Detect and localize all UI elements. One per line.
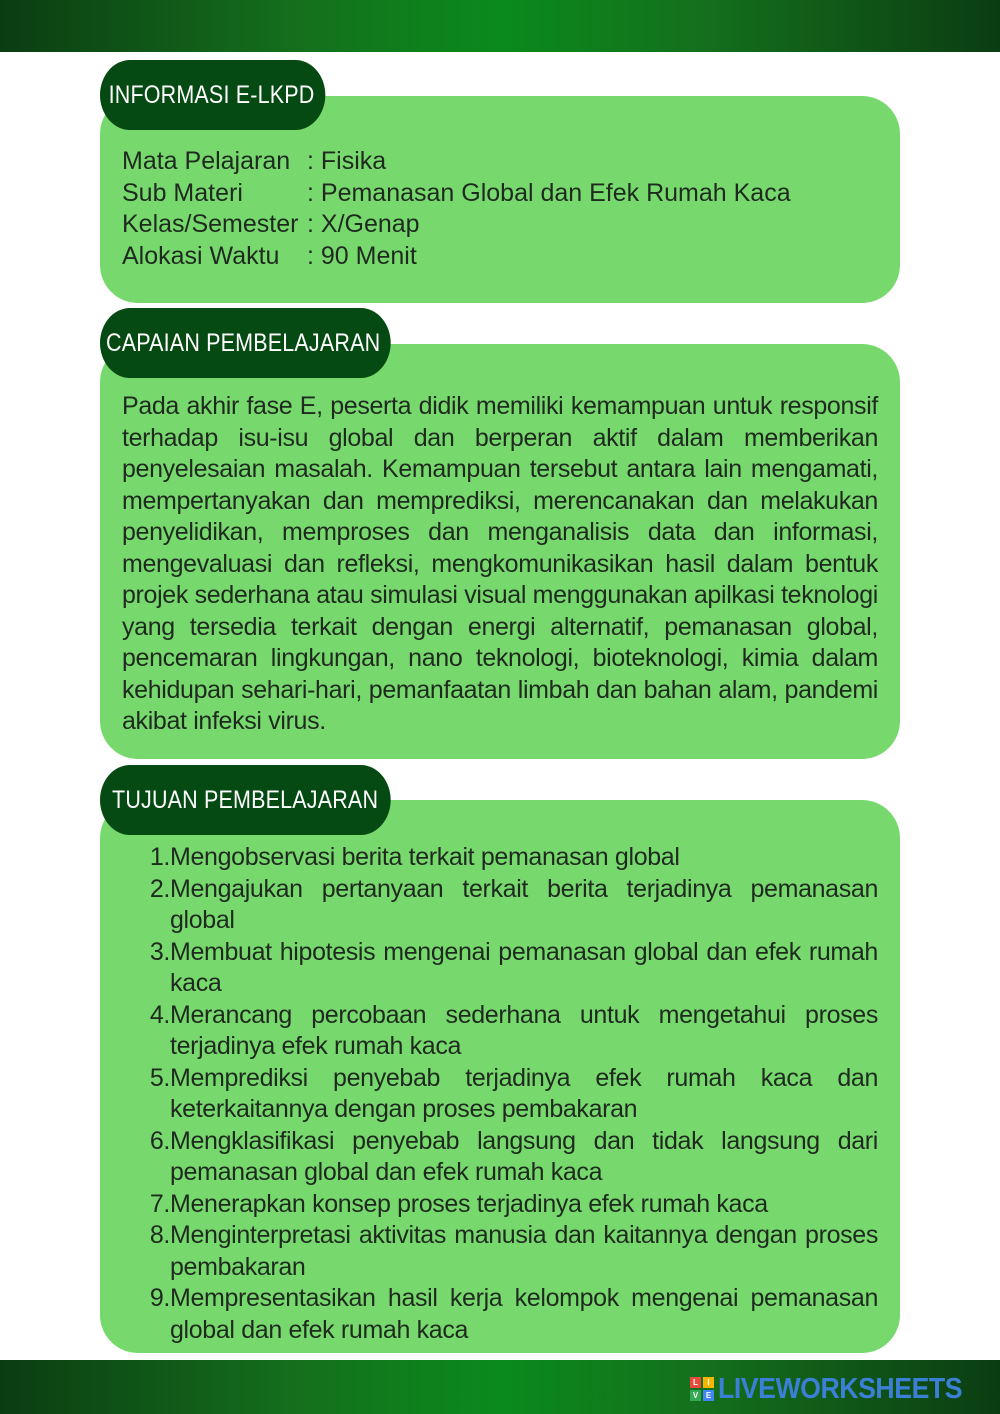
info-key: Sub Materi	[122, 178, 243, 207]
logo-letter: V	[690, 1390, 701, 1401]
info-value: : 90 Menit	[307, 241, 417, 270]
list-item-text: Mengajukan pertanyaan terkait berita terjadinya pemanasan global	[170, 874, 878, 934]
info-value: : Pemanasan Global dan Efek Rumah Kaca	[307, 178, 791, 207]
logo-letter: I	[703, 1377, 714, 1388]
logo-letter: L	[690, 1377, 701, 1388]
list-item-text: Mempresentasikan hasil kerja kelompok mengenai pemanasan global dan efek rumah kaca	[170, 1284, 878, 1344]
list-item-number: 7.	[149, 1189, 170, 1218]
info-row-submaterial	[122, 178, 791, 210]
list-item-number: 3.	[149, 937, 170, 966]
list-item-number: 5.	[149, 1063, 170, 1092]
capaian-card	[100, 344, 900, 759]
tujuan-heading: TUJUAN PEMBELAJARAN	[100, 765, 391, 835]
list-item-number: 8.	[149, 1221, 170, 1249]
list-item-number: 6.	[149, 1126, 170, 1155]
info-key: Mata Pelajaran	[122, 147, 291, 175]
list-item	[128, 842, 878, 874]
list-item	[128, 1126, 878, 1189]
capaian-paragraph: Pada akhir fase E, peserta didik memiliki kemampuan untuk responsif terhadap isu-isu global dan berperan aktif dalam memberikan penyelesaian masalah. Kemampuan tersebut antara lain mengamati, mempertanyakan dan memprediksi, merencanakan dan melakukan penyelidikan, memproses dan menganalisis data dan informasi, mengevaluasi dan refleksi, mengkomunikasikan hasil dalam bentuk projek sederhana atau simulasi visual menggunakan apilkasi teknologi yang tersedia terkait dengan energi alternatif, pemanasan global, pencemaran lingkungan, nano teknologi, bioteknologi, kimia dalam kehidupan sehari-hari, pemanfaatan limbah dan bahan alam, pandemi akibat infeksi virus.	[122, 392, 878, 735]
list-item	[128, 874, 878, 937]
list-item-text: Menginterpretasi aktivitas manusia dan kaitannya dengan proses pembakaran	[170, 1221, 878, 1281]
list-item	[128, 1189, 878, 1221]
info-value: : X/Genap	[307, 210, 420, 238]
tujuan-card	[100, 800, 900, 1353]
list-item-number: 2.	[149, 874, 170, 903]
list-item-number: 1.	[149, 843, 170, 871]
list-item-number: 4.	[149, 1000, 170, 1029]
info-table	[122, 146, 791, 272]
capaian-heading: CAPAIAN PEMBELAJARAN	[100, 308, 391, 378]
list-item	[128, 1063, 878, 1126]
list-item-text: Memprediksi penyebab terjadinya efek rumah kaca dan keterkaitannya dengan proses pembakaran	[170, 1063, 878, 1123]
list-item-text: Menerapkan konsep proses terjadinya efek rumah kaca	[170, 1189, 768, 1218]
logo-text: LIVEWORKSHEETS	[718, 1372, 963, 1405]
list-item	[128, 937, 878, 1000]
list-item-text: Merancang percobaan sederhana untuk mengetahui proses terjadinya efek rumah kaca	[170, 1000, 878, 1060]
info-row-time	[122, 241, 791, 273]
list-item	[128, 1220, 878, 1283]
list-item	[128, 1283, 878, 1346]
list-item	[128, 1000, 878, 1063]
tujuan-list	[128, 842, 878, 1346]
list-item-text: Mengobservasi berita terkait pemanasan global	[170, 843, 680, 871]
info-key: Alokasi Waktu	[122, 241, 280, 270]
info-row-subject	[122, 146, 791, 178]
top-banner	[0, 0, 1000, 52]
info-key: Kelas/Semester	[122, 210, 299, 238]
liveworksheets-icon	[690, 1377, 714, 1401]
info-heading: INFORMASI E-LKPD	[100, 60, 325, 130]
logo-letter: E	[703, 1390, 714, 1401]
list-item-text: Mengklasifikasi penyebab langsung dan tidak langsung dari pemanasan global dan efek rumah kaca	[170, 1126, 878, 1186]
info-value: : Fisika	[307, 147, 387, 175]
list-item-number: 9.	[149, 1284, 170, 1312]
info-row-class	[122, 209, 791, 241]
liveworksheets-logo[interactable]	[690, 1372, 983, 1406]
list-item-text: Membuat hipotesis mengenai pemanasan global dan efek rumah kaca	[170, 937, 878, 997]
